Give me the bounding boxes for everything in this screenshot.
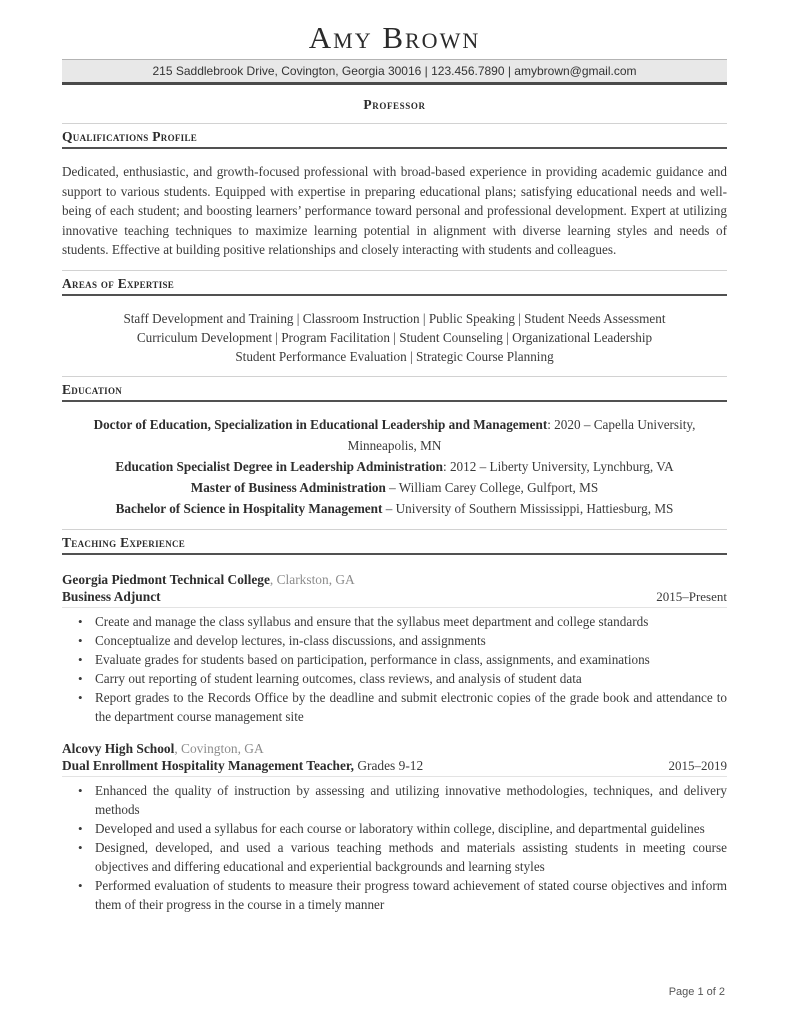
section-education [62, 376, 727, 519]
job-title [62, 588, 161, 605]
education-entry [62, 456, 727, 477]
degree-details: : 2020 – Capella University, Minneapolis, MN [347, 416, 696, 453]
section-heading-education: Education [62, 382, 727, 402]
degree-name: Master of Business Administration [190, 479, 386, 495]
job-dates: 2015–2019 [668, 757, 727, 773]
expertise-list [62, 309, 727, 366]
job-bullet: • Carry out reporting of student learning outcomes, class reviews, and analysis of student data [62, 669, 727, 688]
degree-details: – University of Southern Mississippi, Hattiesburg, MS [382, 500, 674, 516]
section-heading-expertise: Areas of Expertise [62, 276, 727, 296]
job-title-text: Business Adjunct [62, 588, 161, 604]
job-bullet: • Create and manage the class syllabus and ensure that the syllabus meet department and college standards [62, 612, 727, 631]
employer-name: Alcovy High School [62, 740, 175, 756]
job-title-row [62, 588, 727, 608]
expertise-line: Curriculum Development | Program Facilitation | Student Counseling | Organizational Leadership [136, 329, 653, 345]
job-entry-alcovy-high-school [62, 740, 727, 914]
job-entry-georgia-piedmont [62, 571, 727, 726]
expertise-line: Staff Development and Training | Classroom Instruction | Public Speaking | Student Needs Assessment [123, 310, 666, 326]
employer-location: , Covington, GA [174, 740, 264, 756]
job-bullet: • Designed, developed, and used a various teaching methods and materials assisting students in meeting course objectives and differing educational and experiential backgrounds and learning styles [62, 838, 727, 876]
employer-location: , Clarkston, GA [269, 571, 355, 587]
education-list [62, 414, 727, 519]
section-experience [62, 529, 727, 914]
job-bullet: • Conceptualize and develop lectures, in-class discussions, and assignments [62, 631, 727, 650]
qualifications-summary: Dedicated, enthusiastic, and growth-focused professional with broad-based experience in providing academic guidance and support to various students. Equipped with expertise in preparing educational plans; satisfying educational needs and well-being of each student; and boosting learners’ performance toward personal and professional development. Expert at utilizing innovative teaching techniques to maximize learning potential in alignment with diverse learning styles and needs of students. Effective at building positive relationships and closely interacting with students and colleagues. [62, 164, 727, 257]
person-name: Amy Brown [308, 20, 481, 55]
employer-name: Georgia Piedmont Technical College [62, 571, 270, 587]
degree-name: Education Specialist Degree in Leadership Administration [115, 458, 443, 474]
expertise-line: Student Performance Evaluation | Strategic Course Planning [235, 348, 554, 364]
page-number: Page 1 of 2 [668, 986, 725, 998]
employer-row [62, 571, 727, 588]
section-heading-experience: Teaching Experience [62, 535, 727, 555]
job-bullet: • Enhanced the quality of instruction by assessing and utilizing innovative methodologies, techniques, and delivery methods [62, 781, 727, 819]
job-bullet: • Report grades to the Records Office by the deadline and submit electronic copies of the grade book and attendance to the department course management site [62, 688, 727, 726]
section-heading-qualifications: Qualifications Profile [62, 129, 727, 149]
section-expertise [62, 270, 727, 366]
job-bullet: • Developed and used a syllabus for each course or laboratory within college, discipline, and departmental guidelines [62, 819, 727, 838]
education-entry [62, 498, 727, 519]
employer-row [62, 740, 727, 757]
job-title-suffix: Grades 9-12 [354, 757, 424, 773]
contact-line: 215 Saddlebrook Drive, Covington, Georgia 30016 | 123.456.7890 | amybrown@gmail.com [152, 64, 637, 78]
job-title-text: Dual Enrollment Hospitality Management Teacher, [62, 757, 354, 773]
job-bullet-list [62, 612, 727, 726]
education-entry [62, 477, 727, 498]
job-bullet: • Evaluate grades for students based on participation, performance in class, assignments, and examinations [62, 650, 727, 669]
contact-bar [62, 59, 727, 85]
degree-name: Bachelor of Science in Hospitality Management [115, 500, 383, 516]
job-title-row [62, 757, 727, 777]
job-title [62, 757, 423, 774]
degree-details: – William Carey College, Gulfport, MS [385, 479, 599, 495]
document-title: Professor [363, 97, 426, 112]
job-bullet-list [62, 781, 727, 914]
degree-details: : 2012 – Liberty University, Lynchburg, VA [442, 458, 674, 474]
job-bullet: • Performed evaluation of students to measure their progress toward achievement of stated course objectives and inform them of their progress in the course in a timely manner [62, 876, 727, 914]
section-qualifications [62, 123, 727, 260]
job-dates: 2015–Present [656, 588, 727, 604]
degree-name: Doctor of Education, Specialization in Educational Leadership and Management [93, 416, 548, 432]
education-entry [62, 414, 727, 456]
